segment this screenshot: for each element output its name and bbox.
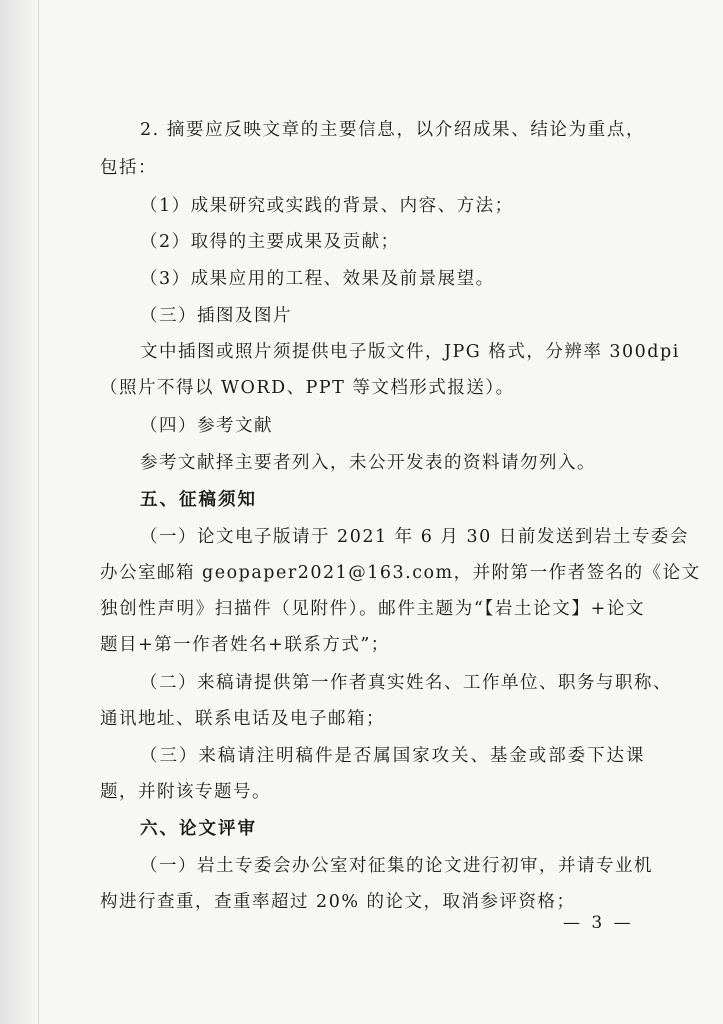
section-heading-submission: 五、征稿须知 <box>140 490 257 510</box>
paragraph-abstract-line-1: 2. 摘要应反映文章的主要信息，以介绍成果、结论为重点， <box>140 120 645 140</box>
paragraph-figures-line-2: （照片不得以 WORD、PPT 等文档形式报送）。 <box>100 378 515 398</box>
paragraph-submission-2-line-2: 通讯地址、联系电话及电子邮箱； <box>100 709 385 729</box>
paragraph-review-1-line-2: 构进行查重，查重率超过 20% 的论文，取消参评资格； <box>100 892 576 912</box>
paragraph-submission-3-line-1: （三）来稿请注明稿件是否属国家攻关、基金或部委下达课 <box>140 746 645 766</box>
paragraph-submission-2-line-1: （二）来稿请提供第一作者真实姓名、工作单位、职务与职称、 <box>140 673 672 693</box>
paragraph-review-1-line-1: （一）岩土专委会办公室对征集的论文进行初审，并请专业机 <box>140 856 653 876</box>
section-heading-review: 六、论文评审 <box>140 819 257 839</box>
subheading-references: （四）参考文献 <box>140 416 273 436</box>
paragraph-submission-1-line-4: 题目+第一作者姓名+联系方式”； <box>100 635 390 655</box>
paragraph-submission-1-line-3: 独创性声明》扫描件（见附件）。邮件主题为“【岩土论文】+论文 <box>100 599 645 619</box>
scan-edge-shadow <box>0 0 42 1024</box>
paragraph-abstract-line-2: 包括： <box>100 158 157 178</box>
paragraph-references: 参考文献择主要者列入，未公开发表的资料请勿列入。 <box>140 453 596 473</box>
paragraph-submission-1-line-1: （一）论文电子版请于 2021 年 6 月 30 日前发送到岩土专委会 <box>140 527 689 547</box>
scan-edge-line <box>38 0 39 1024</box>
page-number: — 3 — <box>563 913 634 933</box>
list-item-2: （2）取得的主要成果及贡献； <box>140 232 400 252</box>
paragraph-submission-1-line-2: 办公室邮箱 geopaper2021@163.com，并附第一作者签名的《论文 <box>100 563 701 583</box>
paragraph-submission-3-line-2: 题，并附该专题号。 <box>100 782 271 802</box>
list-item-3: （3）成果应用的工程、效果及前景展望。 <box>140 269 495 289</box>
list-item-1: （1）成果研究或实践的背景、内容、方法； <box>140 196 514 216</box>
subheading-figures: （三）插图及图片 <box>140 306 292 326</box>
paragraph-figures-line-1: 文中插图或照片须提供电子版文件，JPG 格式，分辨率 300dpi <box>140 342 680 362</box>
